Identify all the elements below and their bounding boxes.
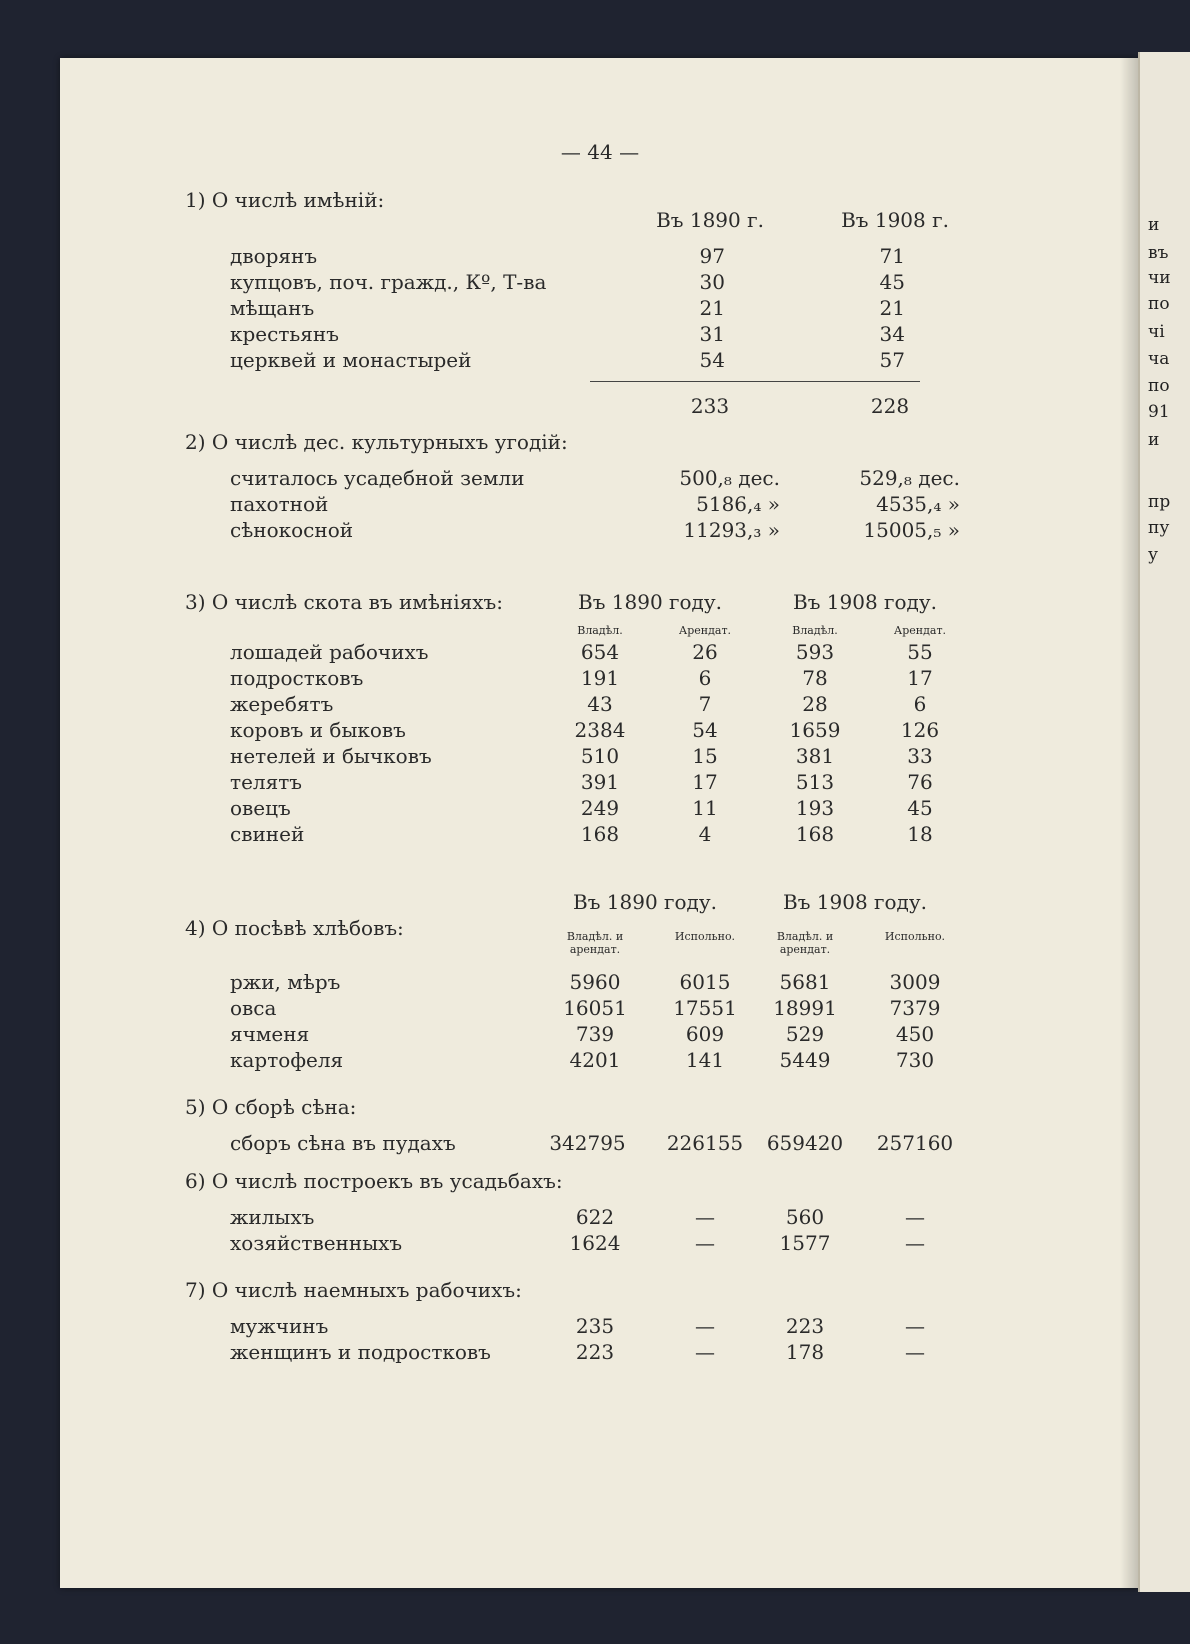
s4-cell: 3009 bbox=[889, 970, 941, 994]
section-6-heading: 6) О числѣ построекъ въ усадьбахъ: bbox=[185, 1169, 563, 1193]
s1-row-1890: 30 bbox=[699, 270, 725, 294]
s1-total-rule bbox=[590, 381, 920, 382]
s3-cell: 593 bbox=[795, 640, 835, 664]
s4-cell: 141 bbox=[685, 1048, 725, 1072]
s6-cell: — bbox=[905, 1231, 925, 1255]
s7-cell: 223 bbox=[785, 1314, 825, 1338]
s1-total-1890: 233 bbox=[690, 394, 730, 418]
s7-cell: 235 bbox=[575, 1314, 615, 1338]
s3-cell: 6 bbox=[913, 692, 927, 716]
s4-year-1890: Въ 1890 году. bbox=[573, 890, 717, 914]
s5-cell: 342795 bbox=[549, 1131, 626, 1155]
s1-row-1890: 21 bbox=[699, 296, 725, 320]
s3-cell: 4 bbox=[698, 822, 712, 846]
s2-row-1890: 500,₈ дес. bbox=[679, 466, 780, 490]
s6-cell: 1577 bbox=[779, 1231, 831, 1255]
s1-row-1908: 21 bbox=[879, 296, 905, 320]
s3-cell: 191 bbox=[580, 666, 620, 690]
s1-row-1908: 34 bbox=[879, 322, 905, 346]
next-page-fragment: въ bbox=[1148, 243, 1169, 263]
s1-row-label: церквей и монастырей bbox=[230, 348, 472, 372]
s3-subheader: Владѣл. bbox=[577, 624, 623, 637]
next-page-fragment: чі bbox=[1148, 322, 1165, 342]
s1-row-1890: 97 bbox=[699, 244, 725, 268]
s4-cell: 739 bbox=[575, 1022, 615, 1046]
s4-cell: 5449 bbox=[779, 1048, 831, 1072]
s1-row-label: дворянъ bbox=[230, 244, 318, 268]
s6-cell: — bbox=[695, 1205, 715, 1229]
s3-cell: 654 bbox=[580, 640, 620, 664]
spine-shadow bbox=[1120, 58, 1138, 1588]
s2-row-label: сѣнокосной bbox=[230, 518, 354, 542]
s3-cell: 126 bbox=[900, 718, 940, 742]
s4-cell: 450 bbox=[895, 1022, 935, 1046]
s3-row-label: жеребятъ bbox=[230, 692, 334, 716]
next-page-fragment: пу bbox=[1148, 518, 1170, 538]
s3-cell: 1659 bbox=[789, 718, 841, 742]
s3-cell: 381 bbox=[795, 744, 835, 768]
s7-row-label: мужчинъ bbox=[230, 1314, 329, 1338]
s6-cell: — bbox=[905, 1205, 925, 1229]
s3-row-label: овецъ bbox=[230, 796, 291, 820]
s6-row-label: жилыхъ bbox=[230, 1205, 315, 1229]
s5-cell: 659420 bbox=[766, 1131, 844, 1155]
s3-cell: 43 bbox=[587, 692, 613, 716]
s3-subheader: Владѣл. bbox=[792, 624, 838, 637]
s7-cell: — bbox=[695, 1314, 715, 1338]
s4-cell: 4201 bbox=[569, 1048, 621, 1072]
s3-subheader: Арендат. bbox=[893, 624, 947, 637]
s4-row-label: овса bbox=[230, 996, 277, 1020]
s2-row-label: пахотной bbox=[230, 492, 329, 516]
s2-row-label: считалось усадебной земли bbox=[230, 466, 525, 490]
s4-year-1908: Въ 1908 году. bbox=[783, 890, 927, 914]
s4-cell: 5681 bbox=[779, 970, 831, 994]
s4-row-label: ржи, мѣръ bbox=[230, 970, 341, 994]
s3-cell: 78 bbox=[802, 666, 828, 690]
s4-cell: 7379 bbox=[889, 996, 941, 1020]
next-page-fragment: и bbox=[1148, 430, 1160, 450]
s6-cell: 560 bbox=[785, 1205, 825, 1229]
s3-cell: 513 bbox=[795, 770, 835, 794]
s3-year-1908: Въ 1908 году. bbox=[793, 590, 937, 614]
s3-cell: 7 bbox=[698, 692, 712, 716]
s5-row-label: сборъ сѣна въ пудахъ bbox=[230, 1131, 456, 1155]
s3-row-label: коровъ и быковъ bbox=[230, 718, 406, 742]
s3-cell: 168 bbox=[580, 822, 620, 846]
next-page-fragment: и bbox=[1148, 215, 1160, 235]
s4-subheader: Владѣл. и арендат. bbox=[566, 930, 624, 956]
s1-col-1908: Въ 1908 г. bbox=[841, 208, 949, 232]
s3-cell: 33 bbox=[907, 744, 933, 768]
s3-cell: 76 bbox=[907, 770, 933, 794]
next-page-fragment: ча bbox=[1148, 349, 1170, 369]
next-page-fragment: чи bbox=[1148, 268, 1171, 288]
s7-row-label: женщинъ и подростковъ bbox=[230, 1340, 491, 1364]
s3-cell: 193 bbox=[795, 796, 835, 820]
s1-row-label: крестьянъ bbox=[230, 322, 339, 346]
section-4-heading: 4) О посѣвѣ хлѣбовъ: bbox=[185, 916, 404, 940]
s3-cell: 18 bbox=[907, 822, 933, 846]
s1-row-1890: 31 bbox=[699, 322, 725, 346]
section-5-heading: 5) О сборѣ сѣна: bbox=[185, 1095, 357, 1119]
next-page-fragment: 91 bbox=[1148, 402, 1170, 422]
s4-cell: 609 bbox=[685, 1022, 725, 1046]
s7-cell: — bbox=[905, 1314, 925, 1338]
next-page-fragment: по bbox=[1148, 376, 1170, 396]
next-page-fragment: пр bbox=[1148, 492, 1171, 512]
s1-row-1908: 45 bbox=[879, 270, 905, 294]
s6-cell: 622 bbox=[575, 1205, 615, 1229]
s3-cell: 55 bbox=[907, 640, 933, 664]
s3-cell: 45 bbox=[907, 796, 933, 820]
s4-cell: 16051 bbox=[563, 996, 627, 1020]
s1-row-label: мѣщанъ bbox=[230, 296, 315, 320]
s3-cell: 17 bbox=[692, 770, 718, 794]
s4-cell: 730 bbox=[895, 1048, 935, 1072]
s6-cell: 1624 bbox=[569, 1231, 621, 1255]
s3-cell: 168 bbox=[795, 822, 835, 846]
s3-cell: 15 bbox=[692, 744, 718, 768]
s4-cell: 6015 bbox=[679, 970, 731, 994]
section-7-heading: 7) О числѣ наемныхъ рабочихъ: bbox=[185, 1278, 522, 1302]
section-3-heading: 3) О числѣ скота въ имѣніяхъ: bbox=[185, 590, 503, 614]
s5-cell: 226155 bbox=[666, 1131, 744, 1155]
s2-row-1908: 4535,₄ » bbox=[876, 492, 960, 516]
s7-cell: 178 bbox=[785, 1340, 825, 1364]
s3-row-label: телятъ bbox=[230, 770, 303, 794]
s4-cell: 5960 bbox=[569, 970, 621, 994]
s4-subheader: Владѣл. и арендат. bbox=[776, 930, 834, 956]
s4-row-label: картофеля bbox=[230, 1048, 344, 1072]
section-2-heading: 2) О числѣ дес. культурныхъ угодій: bbox=[185, 430, 568, 454]
s3-cell: 28 bbox=[802, 692, 828, 716]
s4-subheader: Испольно. bbox=[674, 930, 736, 943]
s3-cell: 17 bbox=[907, 666, 933, 690]
s1-row-1908: 71 bbox=[879, 244, 905, 268]
s3-cell: 26 bbox=[692, 640, 718, 664]
s1-row-1908: 57 bbox=[879, 348, 905, 372]
s6-row-label: хозяйственныхъ bbox=[230, 1231, 403, 1255]
s1-total-1908: 228 bbox=[870, 394, 910, 418]
s5-cell: 257160 bbox=[876, 1131, 954, 1155]
s2-row-1908: 529,₈ дес. bbox=[859, 466, 960, 490]
s1-row-label: купцовъ, поч. гражд., Кº, Т-ва bbox=[230, 270, 547, 294]
next-page-fragment: по bbox=[1148, 294, 1170, 314]
s3-cell: 54 bbox=[692, 718, 718, 742]
page-number: — 44 — bbox=[560, 140, 640, 164]
s7-cell: — bbox=[905, 1340, 925, 1364]
s4-cell: 17551 bbox=[673, 996, 737, 1020]
s3-cell: 510 bbox=[580, 744, 620, 768]
s7-cell: — bbox=[695, 1340, 715, 1364]
s3-cell: 11 bbox=[692, 796, 718, 820]
s4-cell: 18991 bbox=[773, 996, 837, 1020]
s1-col-1890: Въ 1890 г. bbox=[656, 208, 764, 232]
s2-row-1908: 15005,₅ » bbox=[863, 518, 960, 542]
s1-row-1890: 54 bbox=[699, 348, 725, 372]
s3-year-1890: Въ 1890 году. bbox=[578, 590, 722, 614]
s3-subheader: Арендат. bbox=[678, 624, 732, 637]
next-page-fragment: у bbox=[1148, 545, 1159, 565]
s3-cell: 391 bbox=[580, 770, 620, 794]
s3-cell: 2384 bbox=[574, 718, 626, 742]
s7-cell: 223 bbox=[575, 1340, 615, 1364]
s3-row-label: подростковъ bbox=[230, 666, 364, 690]
s3-row-label: свиней bbox=[230, 822, 305, 846]
s2-row-1890: 5186,₄ » bbox=[696, 492, 780, 516]
s3-cell: 249 bbox=[580, 796, 620, 820]
book-page bbox=[60, 58, 1140, 1588]
s4-cell: 529 bbox=[785, 1022, 825, 1046]
s4-subheader: Испольно. bbox=[884, 930, 946, 943]
s4-row-label: ячменя bbox=[230, 1022, 310, 1046]
s3-row-label: лошадей рабочихъ bbox=[230, 640, 429, 664]
s3-cell: 6 bbox=[698, 666, 712, 690]
s3-row-label: нетелей и бычковъ bbox=[230, 744, 432, 768]
section-1-heading: 1) О числѣ имѣній: bbox=[185, 188, 385, 212]
s2-row-1890: 11293,₃ » bbox=[683, 518, 780, 542]
s6-cell: — bbox=[695, 1231, 715, 1255]
